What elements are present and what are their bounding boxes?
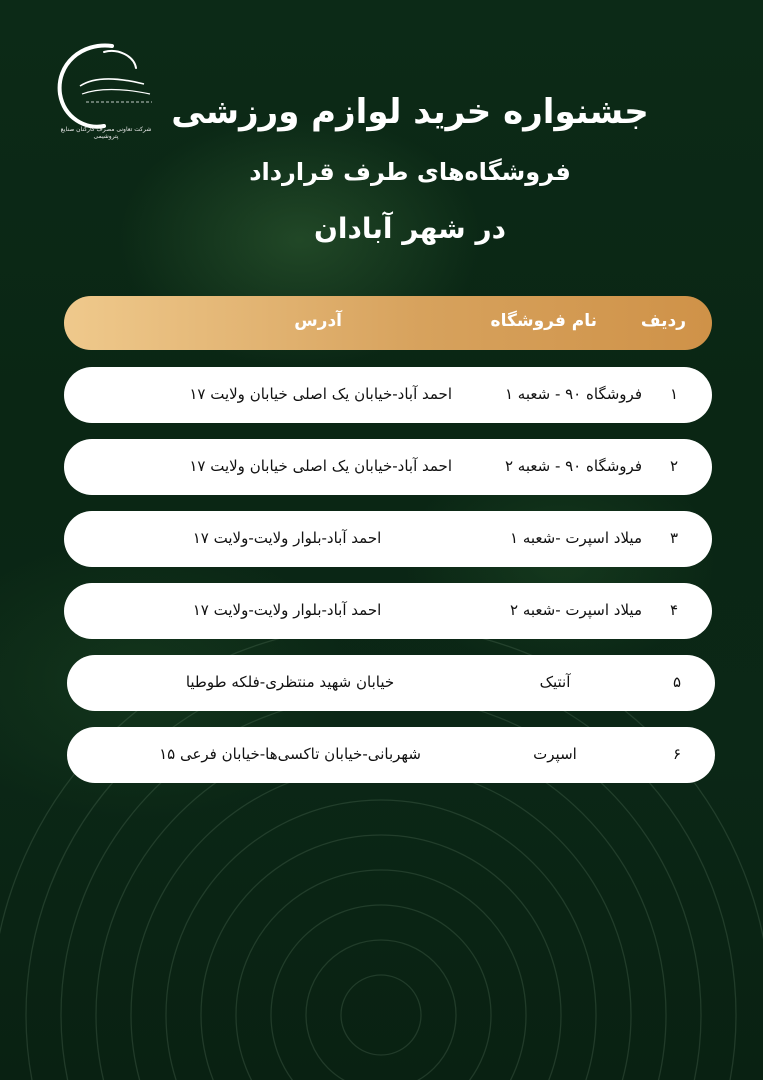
row-index: ۲ — [669, 457, 679, 475]
header-store-name: نام فروشگاه — [490, 311, 597, 331]
table-row — [64, 583, 712, 639]
table-row — [64, 511, 712, 567]
table-row — [67, 655, 715, 711]
row-index: ۱ — [669, 385, 679, 403]
row-address: احمد آباد-بلوار ولایت-ولایت ۱۷ — [192, 601, 382, 619]
table-row — [64, 439, 712, 495]
logo-caption: شرکت تعاونی مصرف کارکنان صنایع پتروشیمی — [60, 126, 152, 141]
page-subtitle: فروشگاه‌های طرف قرارداد — [249, 158, 571, 186]
page-title: جشنواره خرید لوازم ورزشی — [171, 92, 649, 132]
row-index: ۵ — [672, 673, 682, 691]
header-address: آدرس — [294, 311, 342, 331]
row-store-name: اسپرت — [533, 745, 577, 763]
row-address: شهربانی-خیابان تاکسی‌ها-خیابان فرعی ۱۵ — [159, 745, 421, 763]
header-index: ردیف — [640, 311, 686, 331]
row-index: ۶ — [672, 745, 682, 763]
row-store-name: فروشگاه ۹۰ - شعبه ۲ — [504, 457, 642, 475]
table-header — [64, 296, 712, 350]
row-index: ۳ — [669, 529, 679, 547]
row-address: احمد آباد-خیابان یک اصلی خیابان ولایت ۱۷ — [189, 385, 452, 403]
city-title: در شهر آبادان — [314, 212, 506, 245]
table-row — [67, 727, 715, 783]
row-store-name: میلاد اسپرت -شعبه ۱ — [509, 529, 642, 547]
row-index: ۴ — [669, 601, 679, 619]
row-address: احمد آباد-بلوار ولایت-ولایت ۱۷ — [192, 529, 382, 547]
row-address: خیابان شهید منتظری-فلکه طوطیا — [185, 673, 395, 691]
row-store-name: میلاد اسپرت -شعبه ۲ — [509, 601, 642, 619]
row-address: احمد آباد-خیابان یک اصلی خیابان ولایت ۱۷ — [189, 457, 452, 475]
row-store-name: فروشگاه ۹۰ - شعبه ۱ — [504, 385, 642, 403]
row-store-name: آنتیک — [539, 673, 571, 691]
table-row — [64, 367, 712, 423]
